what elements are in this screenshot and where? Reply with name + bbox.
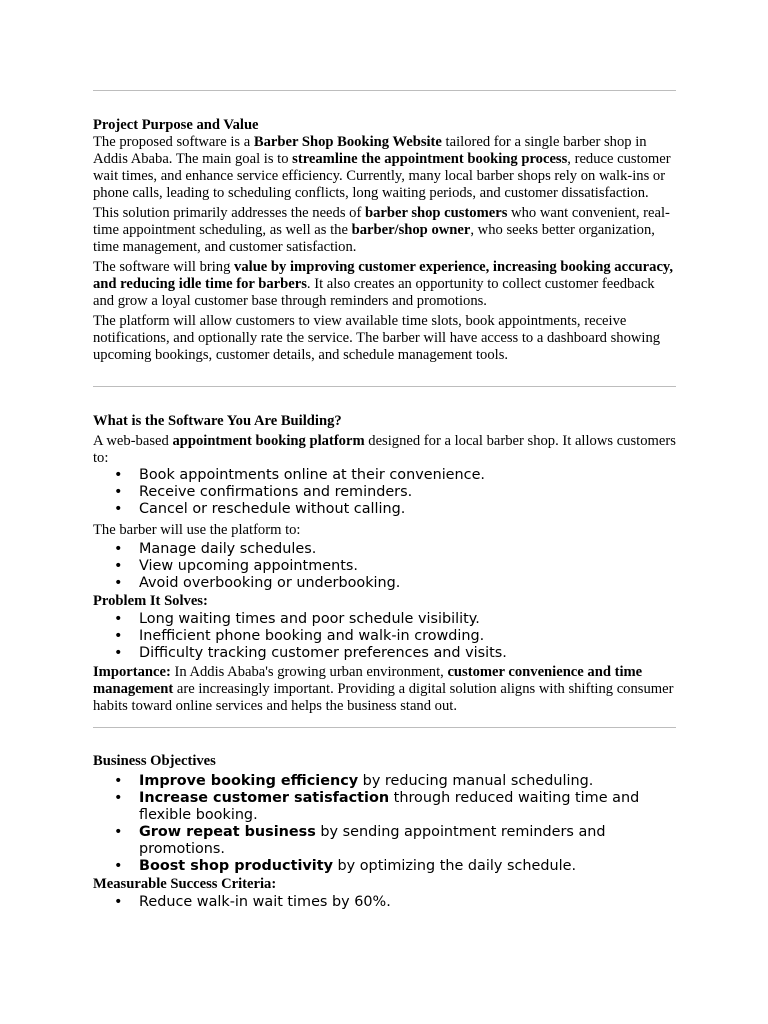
- section-building: [93, 413, 676, 715]
- list-item: [93, 484, 676, 501]
- text-run: , who seeks better organization, time management, and customer satisfaction.: [93, 222, 655, 255]
- list-item: [93, 773, 676, 790]
- divider: [93, 386, 676, 387]
- text-run: who want convenient, real-time appointment scheduling, as well as the: [93, 205, 670, 238]
- paragraph-building-intro: [93, 433, 676, 467]
- objective-title: Improve booking efficiency: [139, 773, 359, 789]
- list-item-text: View upcoming appointments.: [139, 558, 358, 574]
- paragraph-purpose-4: The platform will allow customers to view available time slots, book appointments, receive notifications, and optionally rate the service. The barber will have access to a dashboard showing upcoming bookings, customer details, and schedule management tools.: [93, 313, 661, 363]
- bold-text: value by improving customer experience, increasing booking accuracy, and reducing idle time for barbers: [93, 259, 674, 292]
- section-objectives: [93, 753, 676, 911]
- bullet-icon: •: [114, 611, 123, 627]
- bullet-icon: •: [114, 484, 123, 500]
- paragraph-purpose-3: [93, 259, 676, 310]
- bullet-icon: •: [114, 773, 123, 789]
- text-run: designed for a local barber shop. It allows customers to:: [93, 433, 676, 466]
- section-heading-objectives: Business Objectives: [93, 753, 216, 769]
- objective-text: by sending appointment reminders and promotions.: [139, 824, 606, 857]
- text-run: This solution primarily addresses the needs of: [93, 205, 365, 221]
- divider: [93, 90, 676, 91]
- bullet-icon: •: [114, 628, 123, 644]
- text-run: The software will bring: [93, 259, 235, 275]
- list-item: [93, 858, 676, 875]
- bullet-icon: •: [114, 501, 123, 517]
- text-run: , reduce customer wait times, and enhance service efficiency. Currently, many local barber shops rely on walk-ins or phone calls, leading to scheduling conflicts, long waiting periods, and customer dissatisfaction.: [93, 151, 671, 201]
- customer-list: [93, 467, 676, 518]
- barber-list: [93, 541, 676, 592]
- objective-text: by reducing manual scheduling.: [358, 773, 594, 789]
- list-item-text: Book appointments online at their convenience.: [139, 467, 486, 483]
- list-item-text: Inefficient phone booking and walk-in crowding.: [139, 628, 485, 644]
- objective-title: Boost shop productivity: [139, 858, 333, 874]
- list-item-text: Reduce walk-in wait times by 60%.: [139, 894, 391, 910]
- problem-list: [93, 611, 676, 662]
- section-heading-purpose: Project Purpose and Value: [93, 117, 259, 133]
- list-item: [93, 645, 676, 662]
- list-item: [93, 790, 676, 824]
- bold-text: customer convenience and time management: [93, 664, 643, 697]
- text-run: The proposed software is a: [93, 134, 254, 150]
- list-item: [93, 558, 676, 575]
- list-item-text: Manage daily schedules.: [139, 541, 317, 557]
- list-item: [93, 575, 676, 592]
- list-item-text: Cancel or reschedule without calling.: [139, 501, 406, 517]
- list-item: [93, 467, 676, 484]
- list-item: [93, 501, 676, 518]
- section-heading-building: What is the Software You Are Building?: [93, 413, 342, 429]
- list-item-text: Avoid overbooking or underbooking.: [139, 575, 401, 591]
- text-run: A web-based: [93, 433, 173, 449]
- text-run: are increasingly important. Providing a digital solution aligns with shifting consumer habits toward online services and helps the business stand out.: [93, 681, 674, 714]
- criteria-list: [93, 894, 676, 911]
- bullet-icon: •: [114, 467, 123, 483]
- section-purpose: [93, 117, 676, 364]
- list-item: [93, 824, 676, 858]
- objectives-list: [93, 773, 676, 875]
- bold-text: Barber Shop Booking Website: [253, 134, 442, 150]
- paragraph-purpose-2: [93, 205, 676, 256]
- bold-text: appointment booking platform: [172, 433, 365, 449]
- importance-label: Importance:: [93, 664, 171, 680]
- objective-title: Increase customer satisfaction: [139, 790, 390, 806]
- bullet-icon: •: [114, 894, 123, 910]
- paragraph-purpose-1: [93, 134, 676, 202]
- list-item-text: Difficulty tracking customer preferences and visits.: [139, 645, 507, 661]
- bold-text: streamline the appointment booking process: [292, 151, 568, 167]
- bullet-icon: •: [114, 858, 123, 874]
- bullet-icon: •: [114, 558, 123, 574]
- text-run: In Addis Ababa's growing urban environment,: [170, 664, 448, 680]
- bold-text: barber/shop owner: [351, 222, 471, 238]
- list-item: [93, 611, 676, 628]
- list-item: [93, 541, 676, 558]
- bullet-icon: •: [114, 824, 123, 840]
- list-item-text: Receive confirmations and reminders.: [139, 484, 413, 500]
- objective-text: through reduced waiting time and flexible booking.: [139, 790, 640, 823]
- objective-title: Grow repeat business: [139, 824, 316, 840]
- bullet-icon: •: [114, 541, 123, 557]
- bullet-icon: •: [114, 645, 123, 661]
- list-item: [93, 894, 676, 911]
- objective-text: by optimizing the daily schedule.: [332, 858, 577, 874]
- text-run: . It also creates an opportunity to collect customer feedback and grow a loyal customer base through reminders and promotions.: [93, 276, 655, 309]
- list-item-text: Long waiting times and poor schedule visibility.: [139, 611, 480, 627]
- criteria-heading: Measurable Success Criteria:: [93, 876, 277, 892]
- divider: [93, 727, 676, 728]
- paragraph-importance: [93, 664, 676, 715]
- paragraph-barber-intro: The barber will use the platform to:: [93, 522, 301, 538]
- text-run: tailored for a single barber shop in Addis Ababa. The main goal is to: [93, 134, 647, 167]
- bold-text: barber shop customers: [364, 205, 508, 221]
- problem-heading: Problem It Solves:: [93, 593, 208, 609]
- list-item: [93, 628, 676, 645]
- bullet-icon: •: [114, 790, 123, 806]
- bullet-icon: •: [114, 575, 123, 591]
